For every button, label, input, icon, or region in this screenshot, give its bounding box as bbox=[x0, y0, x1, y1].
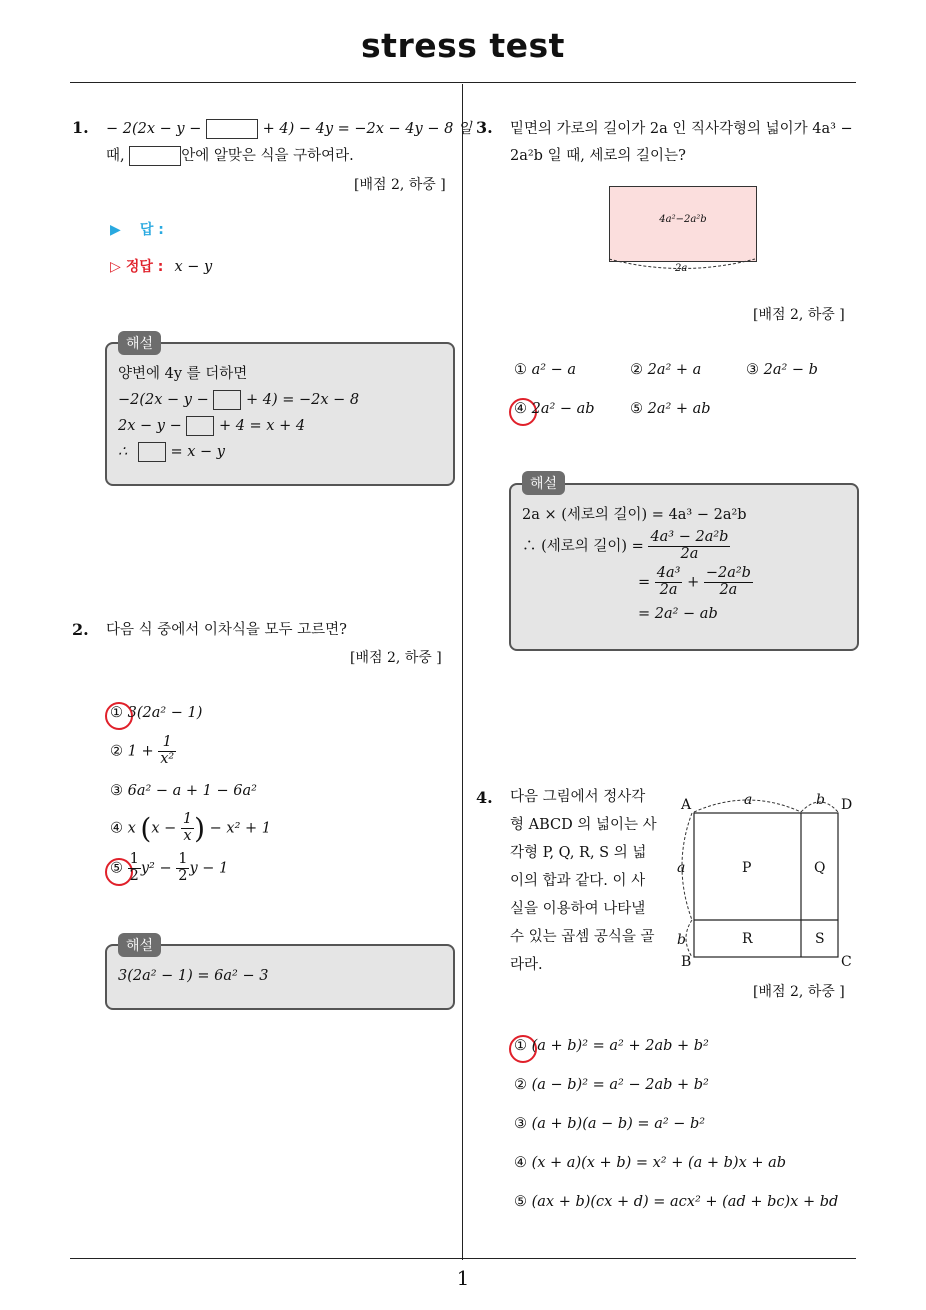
top-rule bbox=[70, 82, 856, 83]
choice-expr: 6a² − a + 1 − 6a² bbox=[127, 783, 257, 799]
page-number: 1 bbox=[456, 1266, 470, 1290]
choice-marker: ① bbox=[110, 705, 123, 721]
choice-1[interactable] bbox=[110, 705, 202, 721]
choice-expr: (x + a)(x + b) = x² + (a + b)x + ab bbox=[531, 1155, 787, 1171]
region-label: S bbox=[815, 931, 825, 947]
choice-4[interactable] bbox=[514, 1155, 786, 1171]
score-label: [배점 2, 하중 ] bbox=[753, 307, 845, 323]
question-text: 밑면의 가로의 길이가 2a 인 직사각형의 넓이가 4a³ − bbox=[510, 121, 853, 137]
question-text: 다음 식 중에서 이차식을 모두 고르면? bbox=[106, 622, 347, 638]
correct-value: x − y bbox=[174, 259, 213, 275]
choice-marker: ② bbox=[514, 1077, 527, 1093]
question-text bbox=[510, 783, 660, 979]
vertex-label: B bbox=[681, 954, 692, 970]
score-label: [배점 2, 하중 ] bbox=[354, 177, 446, 193]
vertex-label: D bbox=[841, 797, 853, 813]
choice-expr: 2a² − ab bbox=[531, 401, 595, 417]
fraction: $\frac{\text{−2a²b}}{2a}$ bbox=[705, 565, 751, 598]
choice-5[interactable] bbox=[630, 401, 711, 417]
choice-expr: (a + b)² = a² + 2ab + b² bbox=[531, 1038, 709, 1054]
choice-expr: 2a² + ab bbox=[647, 401, 711, 417]
page-title: stress test bbox=[361, 26, 565, 65]
choice-4[interactable] bbox=[514, 401, 595, 417]
region-label: Q bbox=[814, 860, 826, 876]
choice-expr: (a + b)(a − b) = a² − b² bbox=[531, 1116, 706, 1132]
side-label: a bbox=[744, 792, 753, 808]
text-line: 이의 합과 같다. 이 사 bbox=[510, 873, 646, 889]
explanation-tag: 해설 bbox=[522, 471, 565, 495]
side-label: a bbox=[677, 860, 686, 876]
explanation-line bbox=[638, 566, 753, 599]
q1-line2-b: 안에 알맞은 식을 구하여라. bbox=[181, 148, 354, 164]
q1-line1-a: − 2(2x − y − bbox=[106, 121, 202, 137]
choice-expr: x bbox=[127, 820, 136, 837]
rect-area-label: 4a²−2a²b bbox=[659, 214, 707, 225]
explanation-line bbox=[118, 438, 225, 466]
choice-expr: 2a² + a bbox=[647, 362, 702, 378]
choice-3[interactable] bbox=[110, 783, 257, 799]
bottom-rule bbox=[70, 1258, 856, 1259]
blank-box bbox=[206, 119, 258, 139]
correct-label: 정답 : bbox=[125, 259, 164, 275]
choice-marker: ② bbox=[630, 362, 643, 378]
choice-1[interactable] bbox=[514, 1038, 709, 1054]
explanation-line: 2a × (세로의 길이) = 4a³ − 2a²b bbox=[522, 507, 747, 523]
choice-5[interactable] bbox=[110, 852, 228, 885]
explanation-line bbox=[118, 412, 305, 440]
choice-marker: ① bbox=[514, 362, 527, 378]
side-label: b bbox=[677, 932, 686, 948]
fraction: $\frac{1}{x}$ bbox=[182, 811, 193, 844]
choice-expr: (ax + b)(cx + d) = acx² + (ad + bc)x + bd bbox=[531, 1194, 839, 1210]
base-label: 2a bbox=[675, 263, 688, 274]
question-number: 3. bbox=[476, 118, 493, 137]
choice-expr: 2a² − b bbox=[763, 362, 818, 378]
choice-5[interactable] bbox=[514, 1194, 838, 1210]
expr: = x − y bbox=[170, 444, 225, 460]
explanation-line: 양변에 4y 를 더하면 bbox=[118, 366, 248, 382]
square-diagram bbox=[666, 786, 862, 976]
column-divider bbox=[462, 84, 463, 1260]
fraction: $\frac{\text{4a³ − 2a²b}}{2a}$ bbox=[650, 529, 729, 562]
explanation-line bbox=[522, 530, 730, 563]
explanation-line: 3(2a² − 1) = 6a² − 3 bbox=[118, 968, 269, 984]
question-text: 2a²b 일 때, 세로의 길이는? bbox=[510, 148, 686, 164]
choice-1[interactable] bbox=[514, 362, 576, 378]
question-number: 2. bbox=[72, 620, 89, 639]
choice-marker: ③ bbox=[746, 362, 759, 378]
explanation-tag: 해설 bbox=[118, 331, 161, 355]
correct-answer-row bbox=[110, 256, 212, 276]
region-label: P bbox=[742, 860, 752, 876]
choice-expr: x − bbox=[151, 820, 177, 837]
text-line: 다음 그림에서 정사각 bbox=[510, 789, 646, 805]
choice-3[interactable] bbox=[746, 362, 818, 378]
expr: + bbox=[687, 574, 700, 591]
choice-marker: ③ bbox=[514, 1116, 527, 1132]
choice-expr: a² − a bbox=[531, 362, 577, 378]
choice-marker: ④ bbox=[514, 1155, 527, 1171]
text-line: 라라. bbox=[510, 957, 543, 973]
q1-line2-a: 때, bbox=[106, 148, 125, 164]
text-line: 실을 이용하여 나타낼 bbox=[510, 901, 646, 917]
choice-expr: y − 1 bbox=[189, 860, 229, 877]
choice-marker: ④ bbox=[110, 820, 123, 837]
explanation-line bbox=[118, 386, 359, 414]
choice-3[interactable] bbox=[514, 1116, 705, 1132]
fraction: $\frac{1}{\text{x²}}$ bbox=[160, 734, 175, 767]
expr: 2x − y − bbox=[118, 418, 182, 434]
text-line: 각형 P, Q, R, S 의 넓 bbox=[510, 845, 647, 861]
fraction: $\frac{\text{4a³}}{2a}$ bbox=[656, 565, 681, 598]
choice-marker: ⑤ bbox=[514, 1194, 527, 1210]
answer-label: 답 : bbox=[139, 222, 164, 238]
choice-expr: (a − b)² = a² − 2ab + b² bbox=[531, 1077, 709, 1093]
expr: ∴ (세로의 길이) = bbox=[522, 538, 644, 555]
question-number: 4. bbox=[476, 788, 493, 807]
choice-2[interactable] bbox=[630, 362, 701, 378]
expr: + 4) = −2x − 8 bbox=[245, 392, 360, 408]
score-label: [배점 2, 하중 ] bbox=[753, 984, 845, 1000]
blank-box bbox=[138, 442, 166, 462]
question-text bbox=[106, 115, 472, 143]
region-label: R bbox=[742, 931, 753, 947]
blank-box bbox=[213, 390, 241, 410]
choice-4[interactable]: ④ x (x − $\frac{1}{x}$ ) − x² + 1 bbox=[110, 811, 272, 845]
blank-box bbox=[129, 146, 181, 166]
score-label: [배점 2, 하중 ] bbox=[350, 650, 442, 666]
fraction: $\frac{1}{2}$ bbox=[178, 851, 188, 884]
explanation-tag: 해설 bbox=[118, 933, 161, 957]
choice-expr: 3(2a² − 1) bbox=[127, 705, 203, 721]
choice-2[interactable] bbox=[514, 1077, 709, 1093]
outline-arrow-icon: ▷ bbox=[110, 259, 121, 275]
choice-expr: − x² + 1 bbox=[209, 820, 272, 837]
choice-expr: 1 + bbox=[127, 743, 154, 760]
choice-2[interactable] bbox=[110, 735, 176, 768]
question-text bbox=[106, 142, 354, 170]
question-number: 1. bbox=[72, 118, 89, 137]
text-line: 수 있는 곱셈 공식을 골 bbox=[510, 929, 655, 945]
vertex-label: A bbox=[681, 797, 692, 813]
choice-marker: ⑤ bbox=[630, 401, 643, 417]
choice-marker: ④ bbox=[514, 401, 527, 417]
expr: + 4 = x + 4 bbox=[218, 418, 306, 434]
expr: −2(2x − y − bbox=[118, 392, 209, 408]
play-arrow-icon: ▶ bbox=[110, 222, 121, 238]
choice-expr: y² − bbox=[140, 860, 172, 877]
therefore-symbol: ∴ bbox=[118, 444, 128, 460]
choice-marker: ⑤ bbox=[110, 860, 123, 877]
choice-marker: ② bbox=[110, 743, 123, 760]
choice-marker: ① bbox=[514, 1038, 527, 1054]
blank-box bbox=[186, 416, 214, 436]
q1-line1-b: + 4) − 4y = −2x − 4y − 8 일 bbox=[262, 121, 472, 137]
vertex-label: C bbox=[841, 954, 852, 970]
explanation-line: = 2a² − ab bbox=[638, 606, 718, 622]
text-line: 형 ABCD 의 넓이는 사 bbox=[510, 817, 657, 833]
choice-marker: ③ bbox=[110, 783, 123, 799]
answer-row bbox=[110, 219, 164, 239]
side-label: b bbox=[816, 792, 825, 808]
fraction: $\frac{1}{2}$ bbox=[129, 851, 139, 884]
expr: = bbox=[638, 574, 651, 591]
